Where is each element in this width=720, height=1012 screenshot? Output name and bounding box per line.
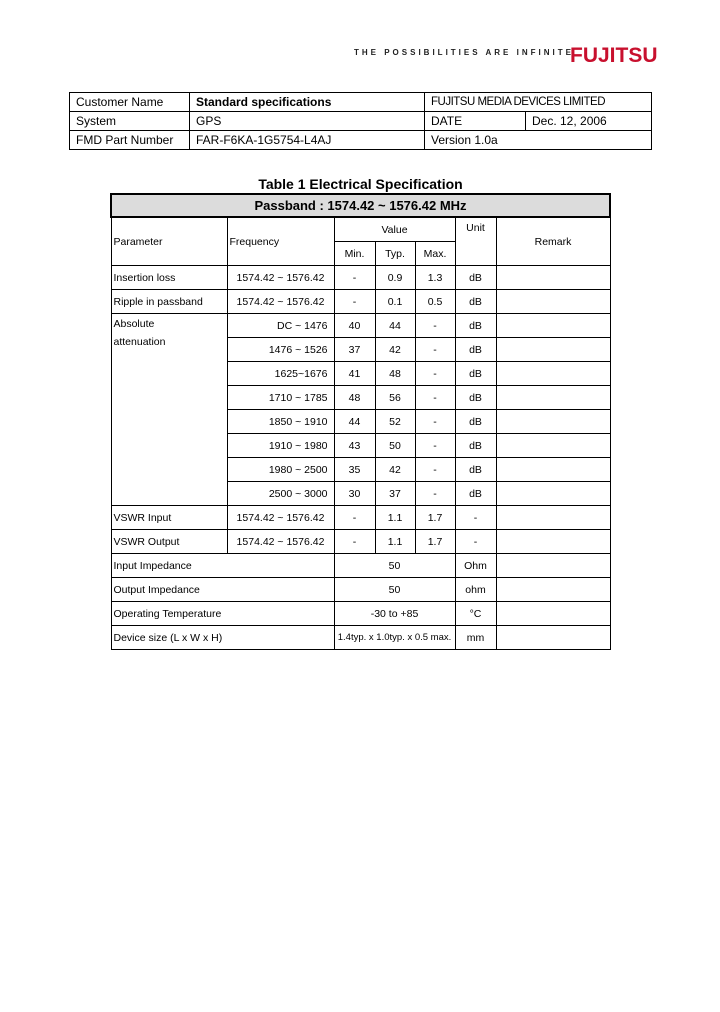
row-unit: dB xyxy=(455,362,496,386)
row-unit: dB xyxy=(455,386,496,410)
logo-text: FUJITSU xyxy=(570,44,658,67)
col-remark: Remark xyxy=(496,217,610,266)
row-max: - xyxy=(415,338,455,362)
row-max: - xyxy=(415,386,455,410)
row-freq: 1850 ~ 1910 xyxy=(227,410,334,434)
part-number-label: FMD Part Number xyxy=(70,131,190,150)
row-max: 1.3 xyxy=(415,266,455,290)
row-min: 35 xyxy=(334,458,375,482)
row-min: 48 xyxy=(334,386,375,410)
row-remark xyxy=(496,338,610,362)
fujitsu-logo xyxy=(570,44,658,68)
row-remark xyxy=(496,434,610,458)
row-max: 1.7 xyxy=(415,530,455,554)
table-row xyxy=(111,266,610,290)
table-row xyxy=(111,530,610,554)
row-max: - xyxy=(415,410,455,434)
row-freq: 1574.42 ~ 1576.42 xyxy=(227,506,334,530)
row-min: 43 xyxy=(334,434,375,458)
row-remark xyxy=(496,266,610,290)
row-max: 0.5 xyxy=(415,290,455,314)
row-max: - xyxy=(415,482,455,506)
row-value: 50 xyxy=(334,554,455,578)
row-remark xyxy=(496,554,610,578)
row-min: 30 xyxy=(334,482,375,506)
row-freq: 1710 ~ 1785 xyxy=(227,386,334,410)
row-typ: 0.1 xyxy=(375,290,415,314)
row-max: - xyxy=(415,362,455,386)
row-min: 41 xyxy=(334,362,375,386)
row-freq: DC ~ 1476 xyxy=(227,314,334,338)
row-max: 1.7 xyxy=(415,506,455,530)
row-remark xyxy=(496,290,610,314)
customer-name-value: Standard specifications xyxy=(190,93,425,112)
row-unit: dB xyxy=(455,434,496,458)
row-param: Input Impedance xyxy=(111,554,334,578)
row-param: Device size (L x W x H) xyxy=(111,626,334,650)
version: Version 1.0a xyxy=(425,131,652,150)
row-freq: 1574.42 ~ 1576.42 xyxy=(227,290,334,314)
row-remark xyxy=(496,602,610,626)
row-typ: 52 xyxy=(375,410,415,434)
row-max: - xyxy=(415,434,455,458)
row-freq: 1574.42 ~ 1576.42 xyxy=(227,530,334,554)
row-remark xyxy=(496,626,610,650)
table-row xyxy=(111,602,610,626)
system-label: System xyxy=(70,112,190,131)
col-min: Min. xyxy=(334,242,375,266)
row-value: 50 xyxy=(334,578,455,602)
row-min: - xyxy=(334,506,375,530)
row-param: Operating Temperature xyxy=(111,602,334,626)
row-remark xyxy=(496,410,610,434)
row-min: - xyxy=(334,290,375,314)
row-unit: dB xyxy=(455,290,496,314)
date-label: DATE xyxy=(425,112,526,131)
row-typ: 37 xyxy=(375,482,415,506)
row-min: 40 xyxy=(334,314,375,338)
table-row xyxy=(111,506,610,530)
col-typ: Typ. xyxy=(375,242,415,266)
row-min: 44 xyxy=(334,410,375,434)
table-row xyxy=(111,554,610,578)
electrical-spec-table xyxy=(110,193,611,650)
row-remark xyxy=(496,506,610,530)
row-typ: 42 xyxy=(375,338,415,362)
row-unit: dB xyxy=(455,410,496,434)
row-typ: 56 xyxy=(375,386,415,410)
row-freq: 2500 ~ 3000 xyxy=(227,482,334,506)
passband-header: Passband : 1574.42 ~ 1576.42 MHz xyxy=(111,194,610,217)
row-remark xyxy=(496,530,610,554)
row-param: VSWR Input xyxy=(111,506,227,530)
row-typ: 48 xyxy=(375,362,415,386)
row-unit: dB xyxy=(455,266,496,290)
attenuation-label-2: attenuation xyxy=(113,336,166,348)
row-freq: 1625~1676 xyxy=(227,362,334,386)
brand-tagline: THE POSSIBILITIES ARE INFINITE xyxy=(354,48,574,57)
system-value: GPS xyxy=(190,112,425,131)
row-typ: 1.1 xyxy=(375,530,415,554)
row-param: Output Impedance xyxy=(111,578,334,602)
table-row xyxy=(111,626,610,650)
row-freq: 1910 ~ 1980 xyxy=(227,434,334,458)
row-unit: - xyxy=(455,530,496,554)
col-unit: Unit xyxy=(455,217,496,266)
row-unit: mm xyxy=(455,626,496,650)
row-param: Ripple in passband xyxy=(111,290,227,314)
table-row xyxy=(111,290,610,314)
table-title: Table 1 Electrical Specification xyxy=(258,176,463,192)
row-unit: dB xyxy=(455,338,496,362)
row-typ: 0.9 xyxy=(375,266,415,290)
part-number-value: FAR-F6KA-1G5754-L4AJ xyxy=(190,131,425,150)
row-unit: Ohm xyxy=(455,554,496,578)
row-value: 1.4typ. x 1.0typ. x 0.5 max. xyxy=(334,626,455,650)
row-min: 37 xyxy=(334,338,375,362)
row-freq: 1980 ~ 2500 xyxy=(227,458,334,482)
row-unit: ohm xyxy=(455,578,496,602)
col-parameter: Parameter xyxy=(111,217,227,266)
col-frequency: Frequency xyxy=(227,217,334,266)
row-remark xyxy=(496,314,610,338)
row-remark xyxy=(496,578,610,602)
col-value: Value xyxy=(334,217,455,242)
row-freq: 1574.42 ~ 1576.42 xyxy=(227,266,334,290)
row-value: -30 to +85 xyxy=(334,602,455,626)
row-typ: 1.1 xyxy=(375,506,415,530)
row-typ: 50 xyxy=(375,434,415,458)
row-min: - xyxy=(334,266,375,290)
row-remark xyxy=(496,458,610,482)
row-freq: 1476 ~ 1526 xyxy=(227,338,334,362)
row-param: VSWR Output xyxy=(111,530,227,554)
row-remark xyxy=(496,362,610,386)
row-unit: dB xyxy=(455,314,496,338)
col-max: Max. xyxy=(415,242,455,266)
customer-name-label: Customer Name xyxy=(70,93,190,112)
row-unit: - xyxy=(455,506,496,530)
document-header-table xyxy=(69,92,652,150)
row-max: - xyxy=(415,314,455,338)
row-remark xyxy=(496,482,610,506)
row-typ: 44 xyxy=(375,314,415,338)
table-row xyxy=(111,578,610,602)
date-value: Dec. 12, 2006 xyxy=(526,112,652,131)
row-remark xyxy=(496,386,610,410)
row-min: - xyxy=(334,530,375,554)
row-typ: 42 xyxy=(375,458,415,482)
company-name: FUJITSU MEDIA DEVICES LIMITED xyxy=(425,93,652,112)
row-param: Insertion loss xyxy=(111,266,227,290)
row-max: - xyxy=(415,458,455,482)
attenuation-param xyxy=(111,314,227,506)
row-unit: dB xyxy=(455,482,496,506)
row-unit: °C xyxy=(455,602,496,626)
attenuation-label-1: Absolute xyxy=(113,318,155,330)
row-unit: dB xyxy=(455,458,496,482)
table-row xyxy=(111,314,610,338)
